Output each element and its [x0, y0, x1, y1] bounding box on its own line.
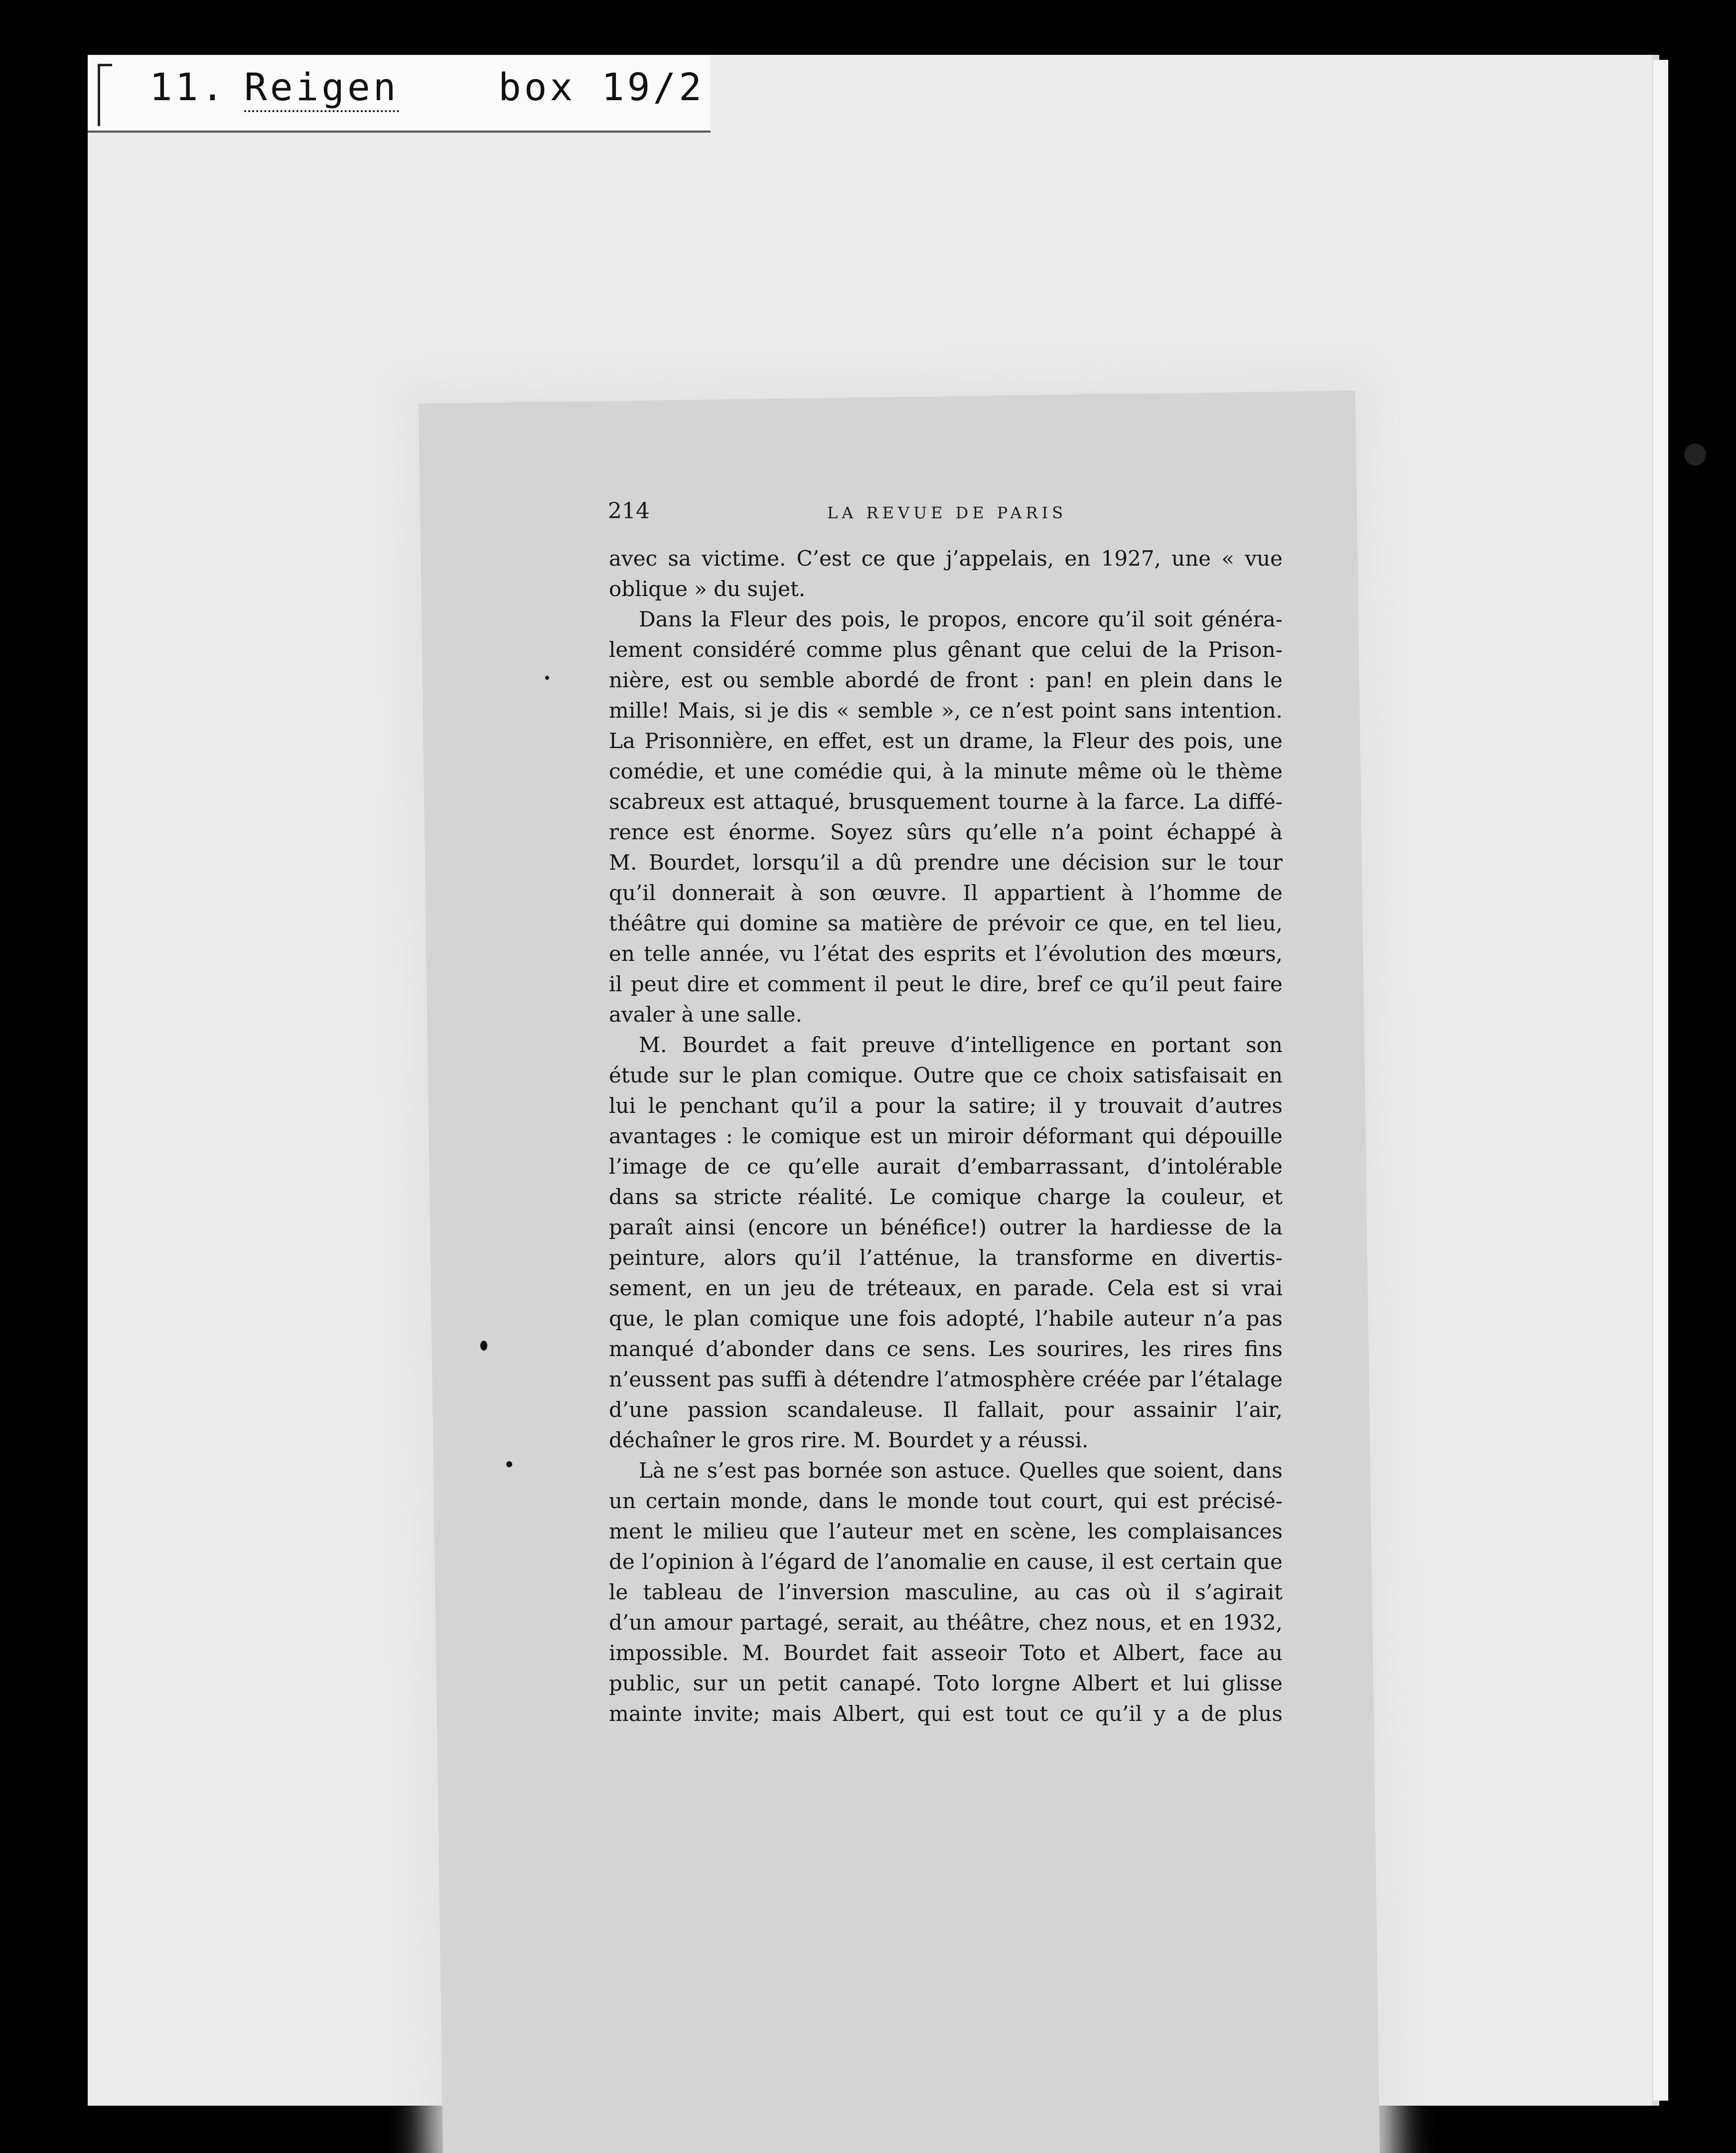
text-line: avec sa victime. C’est ce que j’appelais, en 1927, une « vue	[609, 546, 1283, 571]
text-line: que, le plan comique une fois adopté, l’habile auteur n’a pas	[609, 1306, 1283, 1331]
text-line: déchaîner le gros rire. M. Bourdet y a réussi.	[609, 1428, 1089, 1452]
text-line: paraît ainsi (encore un bénéfice!) outrer la hardiesse de la	[609, 1215, 1283, 1239]
text-line: d’une passion scandaleuse. Il fallait, pour assainir l’air,	[609, 1397, 1283, 1422]
text-line: La Prisonnière, en effet, est un drame, la Fleur des pois, une	[609, 729, 1283, 753]
film-speck	[506, 1461, 512, 1467]
article-body	[609, 543, 1283, 1729]
label-title: Reigen	[244, 65, 399, 112]
text-line: n’eussent pas suffi à détendre l’atmosphère créée par l’étalage	[609, 1367, 1283, 1391]
text-line: Là ne s’est pas bornée son astuce. Quelles que soient, dans	[639, 1458, 1283, 1483]
label-corner-mark	[98, 64, 112, 126]
text-line: M. Bourdet a fait preuve d’intelligence en portant son	[639, 1033, 1283, 1057]
running-head	[608, 498, 1276, 533]
page-number: 214	[608, 498, 650, 524]
text-line: théâtre qui domine sa matière de prévoir ce que, en tel lieu,	[609, 911, 1283, 935]
text-line: de l’opinion à l’égard de l’anomalie en cause, il est certain que	[609, 1549, 1283, 1574]
sheet-edge	[1653, 60, 1668, 2101]
text-line: avantages : le comique est un miroir déformant qui dépouille	[609, 1124, 1283, 1148]
journal-title: LA REVUE DE PARIS	[827, 503, 1067, 522]
text-line: étude sur le plan comique. Outre que ce choix satisfaisait en	[609, 1063, 1283, 1087]
text-line: lement considéré comme plus gênant que celui de la Prison-	[609, 637, 1283, 662]
film-speck	[480, 1341, 487, 1351]
text-line: avaler à une salle.	[609, 1002, 802, 1027]
text-line: mainte invite; mais Albert, qui est tout ce qu’il y a de plus	[609, 1701, 1283, 1726]
text-line: impossible. M. Bourdet fait asseoir Toto et Albert, face au	[609, 1641, 1283, 1665]
text-line: lui le penchant qu’il a pour la satire; il y trouvait d’autres	[609, 1093, 1283, 1118]
text-line: Dans la Fleur des pois, le propos, encore qu’il soit généra-	[639, 607, 1283, 631]
text-line: peinture, alors qu’il l’atténue, la transforme en divertis-	[609, 1245, 1283, 1270]
text-line: manqué d’abonder dans ce sens. Les sourires, les rires fins	[609, 1337, 1283, 1361]
text-line: comédie, et une comédie qui, à la minute même où le thème	[609, 759, 1283, 783]
text-line: M. Bourdet, lorsqu’il a dû prendre une décision sur le tour	[609, 850, 1283, 875]
text-line: l’image de ce qu’elle aurait d’embarrassant, d’intolérable	[609, 1154, 1283, 1179]
text-line: qu’il donnerait à son œuvre. Il appartient à l’homme de	[609, 881, 1283, 905]
text-line: un certain monde, dans le monde tout court, qui est précisé-	[609, 1489, 1283, 1513]
label-box-number: box 19/2	[498, 65, 705, 109]
label-number: 11.	[149, 65, 227, 109]
text-line: mille! Mais, si je dis « semble », ce n’est point sans intention.	[609, 698, 1283, 723]
text-line: nière, est ou semble abordé de front : pan! en plein dans le	[609, 668, 1283, 692]
film-speck	[545, 676, 549, 680]
film-speck	[1684, 444, 1706, 465]
text-line: le tableau de l’inversion masculine, au cas où il s’agirait	[609, 1580, 1283, 1604]
text-line: en telle année, vu l’état des esprits et l’évolution des mœurs,	[609, 941, 1283, 966]
text-line: d’un amour partagé, serait, au théâtre, chez nous, et en 1932,	[609, 1610, 1283, 1635]
text-line: scabreux est attaqué, brusquement tourne à la farce. La diffé-	[609, 789, 1283, 814]
text-line: il peut dire et comment il peut le dire, bref ce qu’il peut faire	[609, 972, 1283, 996]
text-line: dans sa stricte réalité. Le comique charge la couleur, et	[609, 1185, 1283, 1209]
text-line: public, sur un petit canapé. Toto lorgne Albert et lui glisse	[609, 1671, 1283, 1695]
text-line: sement, en un jeu de tréteaux, en parade. Cela est si vrai	[609, 1276, 1283, 1300]
text-line: oblique » du sujet.	[609, 577, 806, 601]
text-line: rence est énorme. Soyez sûrs qu’elle n’a point échappé à	[609, 820, 1283, 844]
text-line: ment le milieu que l’auteur met en scène, les complaisances	[609, 1519, 1283, 1543]
